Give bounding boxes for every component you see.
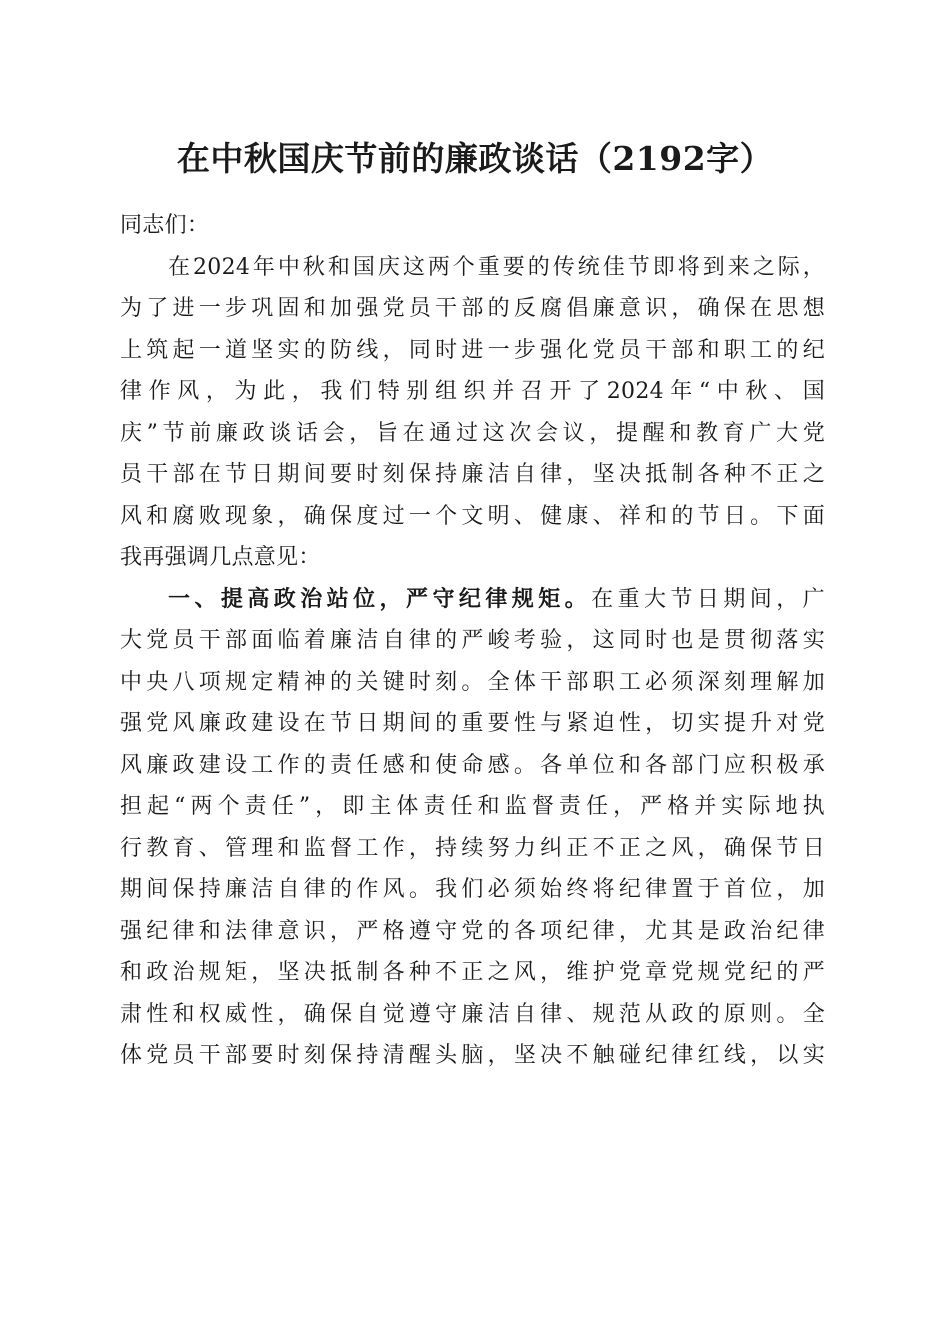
paragraph-line: 上筑起一道坚实的防线，同时进一步强化党员干部和职工的纪 xyxy=(120,337,825,363)
paragraph-line: 期间保持廉洁自律的作风。我们必须始终将纪律置于首位，加 xyxy=(120,877,825,902)
paragraph-line: 担起“两个责任”，即主体责任和监督责任，严格并实际地执 xyxy=(120,794,825,819)
paragraph-line: 在2024年中秋和国庆这两个重要的传统佳节即将到来之际， xyxy=(168,254,825,280)
paragraph-line: 体党员干部要时刻保持清醒头脑，坚决不触碰纪律红线，以实 xyxy=(120,1043,825,1068)
paragraph-line: 庆”节前廉政谈话会，旨在通过这次会议，提醒和教育广大党 xyxy=(120,420,825,446)
document-title: 在中秋国庆节前的廉政谈话（2192字） xyxy=(176,139,774,178)
paragraph-line: 风廉政建设工作的责任感和使命感。各单位和各部门应积极承 xyxy=(120,752,825,778)
paragraph-line: 中央八项规定精神的关键时刻。全体干部职工必须深刻理解加 xyxy=(120,669,825,695)
section-heading: 一、提高政治站位，严守纪律规矩。 xyxy=(168,585,592,612)
paragraph-line: 风和腐败现象，确保度过一个文明、健康、祥和的节日。下面 xyxy=(120,503,825,529)
document-body xyxy=(120,205,825,1077)
salutation: 同志们： xyxy=(120,213,210,238)
section-line-rest: 在重大节日期间，广 xyxy=(591,586,825,612)
paragraph-line: 肃性和权威性，确保自觉遵守廉洁自律、规范从政的原则。全 xyxy=(120,1001,825,1027)
paragraph-line: 行教育、管理和监督工作，持续努力纠正不正之风，确保节日 xyxy=(120,835,825,861)
paragraph-line: 我再强调几点意见： xyxy=(120,545,321,570)
paragraph-line: 强党风廉政建设在节日期间的重要性与紧迫性，切实提升对党 xyxy=(120,711,825,736)
paragraph-line: 强纪律和法律意识，严格遵守党的各项纪律，尤其是政治纪律 xyxy=(120,918,825,944)
paragraph-line: 律作风，为此，我们特别组织并召开了2024年“中秋、国 xyxy=(120,379,825,404)
paragraph-line: 员干部在节日期间要时刻保持廉洁自律，坚决抵制各种不正之 xyxy=(120,462,825,487)
paragraph-line: 为了进一步巩固和加强党员干部的反腐倡廉意识，确保在思想 xyxy=(120,296,825,321)
paragraph-line: 和政治规矩，坚决抵制各种不正之风，维护党章党规党纪的严 xyxy=(120,960,825,985)
section-first-line xyxy=(120,579,825,621)
paragraph-line: 大党员干部面临着廉洁自律的严峻考验，这同时也是贯彻落实 xyxy=(120,628,825,653)
